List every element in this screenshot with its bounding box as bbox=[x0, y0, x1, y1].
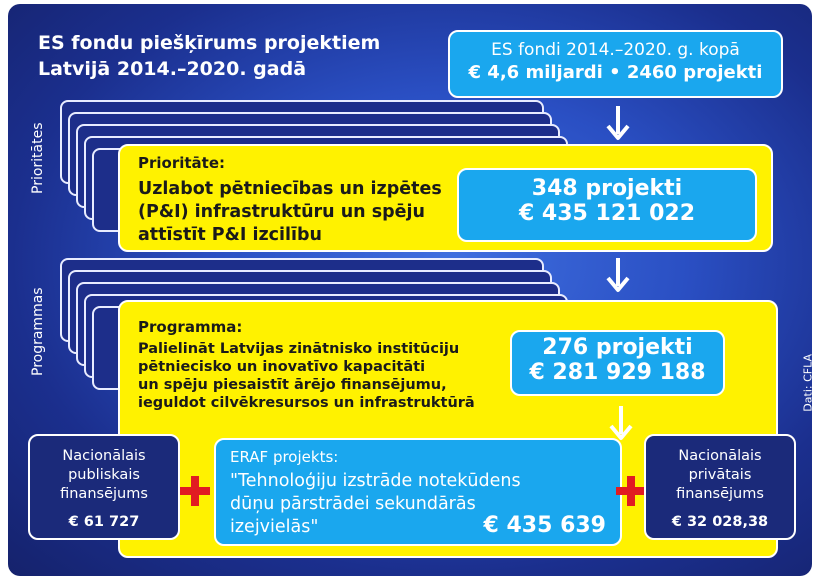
down-arrow-icon bbox=[603, 104, 633, 144]
erdf-amount: € 435 639 bbox=[483, 513, 606, 538]
national-public-funding-box bbox=[28, 434, 180, 540]
priorities-side-label: Prioritātes bbox=[30, 122, 46, 194]
title-line-1: ES fondu piešķīrums projektiem bbox=[38, 32, 381, 54]
national-public-line-1: Nacionālais bbox=[62, 448, 146, 464]
national-private-amount: € 32 028,38 bbox=[671, 514, 769, 530]
plus-icon bbox=[614, 474, 648, 508]
plus-icon bbox=[178, 474, 212, 508]
erdf-text-line-2: dūņu pārstrādei sekundārās bbox=[230, 494, 476, 514]
program-text-line-3: un spēju piesaistīt ārējo finansējumu, bbox=[138, 377, 447, 393]
title-line-2: Latvijā 2014.–2020. gadā bbox=[38, 58, 307, 80]
page-title bbox=[38, 30, 438, 82]
priority-label: Prioritāte: bbox=[138, 154, 226, 172]
national-public-line-3: finansējums bbox=[60, 486, 148, 502]
priority-box bbox=[118, 144, 773, 252]
national-private-line-2: privātais bbox=[688, 467, 752, 483]
priority-stats-box bbox=[457, 168, 757, 242]
program-stats-box bbox=[510, 330, 725, 396]
priority-text-line-1: Uzlabot pētniecības un izpētes bbox=[138, 179, 442, 199]
priority-text-line-2: (P&I) infrastruktūru un spēju bbox=[138, 202, 425, 222]
erdf-label: ERAF projekts: bbox=[230, 448, 339, 466]
national-private-line-1: Nacionālais bbox=[678, 448, 762, 464]
total-funds-box bbox=[448, 30, 783, 98]
down-arrow-icon bbox=[603, 256, 633, 296]
programs-side-label: Programmas bbox=[30, 287, 46, 376]
priority-text bbox=[138, 178, 442, 247]
total-funds-label: ES fondi 2014.–2020. g. kopā bbox=[491, 40, 740, 60]
program-text bbox=[138, 340, 475, 412]
data-source-label: Dati: CFLA bbox=[802, 354, 815, 412]
program-text-line-1: Palielināt Latvijas zinātnisko institūciju bbox=[138, 341, 460, 357]
total-funds-value: € 4,6 miljardi • 2460 projekti bbox=[468, 62, 763, 83]
national-private-line-3: finansējums bbox=[676, 486, 764, 502]
erdf-project-box bbox=[214, 438, 622, 546]
program-text-line-4: ieguldot cilvēkresursos un infrastruktūrā bbox=[138, 395, 475, 411]
national-public-line-2: publiskais bbox=[68, 467, 140, 483]
program-projects: 276 projekti bbox=[542, 335, 693, 360]
priority-amount: € 435 121 022 bbox=[518, 201, 696, 226]
erdf-text-line-1: "Tehnoloģiju izstrāde notekūdens bbox=[230, 471, 521, 491]
program-amount: € 281 929 188 bbox=[529, 360, 706, 385]
erdf-text-line-3: izejvielās" bbox=[230, 517, 319, 537]
program-text-line-2: pētniecisko un inovatīvo kapacitāti bbox=[138, 359, 426, 375]
program-label: Programma: bbox=[138, 318, 243, 336]
national-private-funding-box bbox=[644, 434, 796, 540]
infographic-frame bbox=[8, 4, 815, 576]
national-public-amount: € 61 727 bbox=[68, 514, 140, 530]
priority-projects: 348 projekti bbox=[531, 176, 683, 201]
priority-text-line-3: attīstīt P&I izcilību bbox=[138, 225, 323, 245]
erdf-text bbox=[230, 470, 521, 539]
